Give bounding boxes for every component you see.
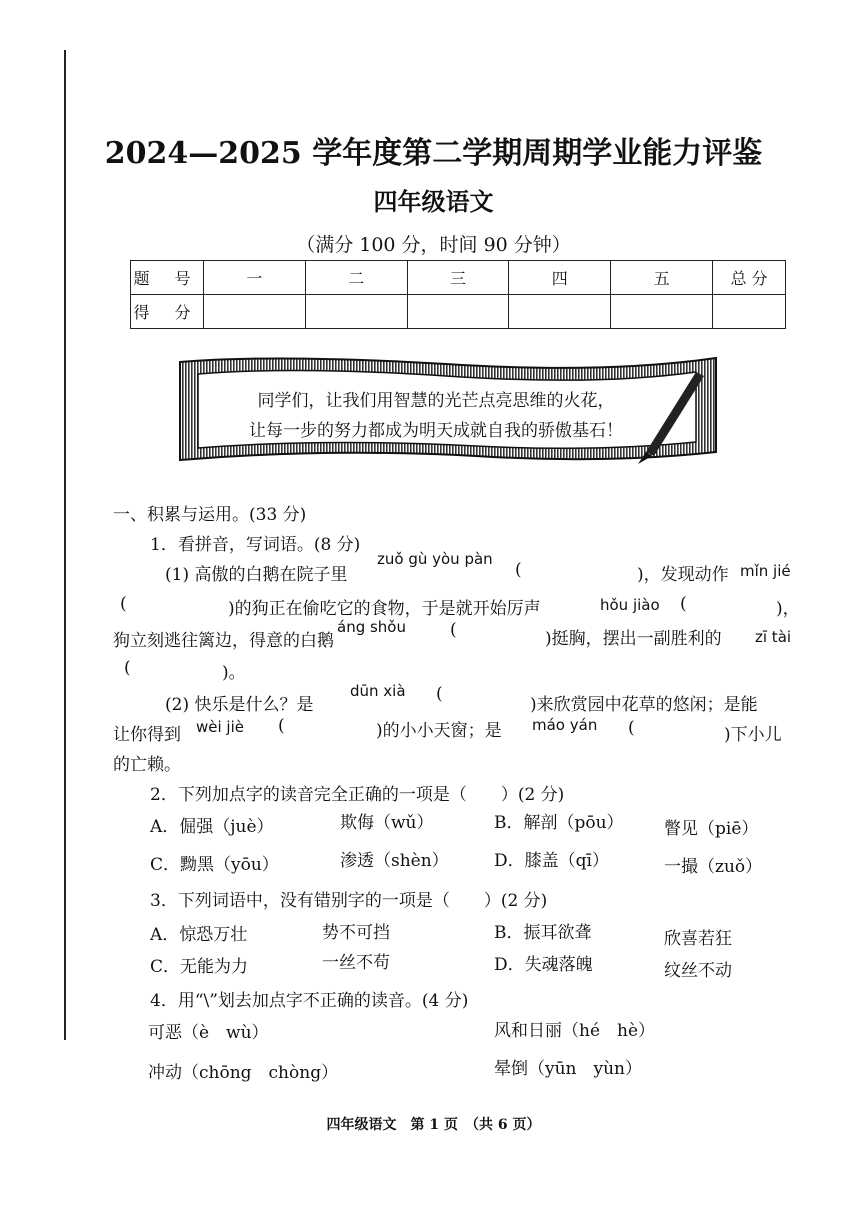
q1-text: ( [436, 684, 443, 704]
banner-scroll-graphic [176, 352, 732, 474]
q1-text: 狗立刻逃往篱边，得意的白鹅 [113, 631, 334, 651]
q1-text: )，发现动作 [637, 565, 729, 585]
q3-option-b[interactable]: B．振耳欲聋 [494, 923, 592, 943]
q3-option-c-word: 一丝不苟 [322, 953, 390, 973]
q1-text: )挺胸，摆出一副胜利的 [545, 629, 722, 649]
exam-title: 2024—2025 学年度第二学期周期学业能力评鉴 [104, 136, 763, 171]
q1-text: 让你得到 [113, 725, 181, 745]
pinyin-label: hǒu jiào [600, 596, 660, 614]
score-blank-cell[interactable] [509, 295, 611, 329]
q3-option-a[interactable]: A．惊恐万壮 [150, 925, 248, 945]
exam-subtitle: 四年级语文 [373, 187, 494, 216]
section-heading: 一、积累与运用。(33 分) [113, 505, 307, 525]
exam-note: （满分 100 分，时间 90 分钟） [296, 234, 571, 256]
pinyin-label: mǐn jié [740, 562, 791, 580]
q1-text: ( [680, 594, 687, 614]
q3-option-b-word: 欣喜若狂 [664, 929, 732, 949]
q1-text: )来欣赏园中花草的悠闲；是能 [530, 695, 758, 715]
q1-text: )的狗正在偷吃它的食物，于是就开始厉声 [228, 599, 541, 619]
score-blank-cell[interactable] [611, 295, 713, 329]
score-blank-cell[interactable] [305, 295, 407, 329]
score-table-cell: 五 [611, 261, 713, 295]
score-table-cell: 题 号 [131, 261, 204, 295]
q3-option-d[interactable]: D．失魂落魄 [494, 955, 593, 975]
q1-text: ( [628, 718, 635, 738]
q1-text: )的小小天窗；是 [376, 721, 502, 741]
score-blank-cell[interactable] [407, 295, 509, 329]
score-table-cell: 总 分 [713, 261, 786, 295]
q2-option-c[interactable]: C．黝黑（yōu） [150, 855, 279, 875]
pinyin-label: zī tài [755, 628, 792, 646]
score-table-header-row [131, 261, 786, 295]
q1-text: )。 [222, 663, 246, 683]
q4-item[interactable]: 风和日丽（hé hè） [494, 1021, 656, 1041]
score-blank-cell[interactable] [713, 295, 786, 329]
q1-text: (1) 高傲的白鹅在院子里 [165, 565, 348, 585]
score-table-cell: 二 [305, 261, 407, 295]
q3-title: 3．下列词语中，没有错别字的一项是（ ）(2 分) [150, 891, 548, 911]
q4-item[interactable]: 可恶（è wù） [148, 1023, 269, 1043]
q1-text: ( [120, 594, 127, 614]
q3-option-d-word: 纹丝不动 [664, 961, 732, 981]
q1-text: ( [278, 716, 285, 736]
q2-title: 2．下列加点字的读音完全正确的一项是（ ）(2 分) [150, 785, 565, 805]
banner-line-1: 同学们，让我们用智慧的光芒点亮思维的火花， [257, 391, 615, 411]
score-table-score-row [131, 295, 786, 329]
score-blank-cell[interactable] [204, 295, 306, 329]
q2-option-c-word: 渗透（shèn） [340, 851, 449, 871]
motto-banner [176, 352, 732, 474]
q1-text: ( [450, 620, 457, 640]
q4-item[interactable]: 冲动（chōng chòng） [148, 1063, 339, 1083]
pinyin-label: dūn xià [350, 682, 406, 700]
q1-text: ( [515, 560, 522, 580]
q1-text: 的亡赖。 [113, 755, 181, 775]
score-table-cell: 四 [509, 261, 611, 295]
q1-text: )下小儿 [724, 725, 782, 745]
q2-option-b[interactable]: B．解剖（pōu） [494, 813, 624, 833]
score-table-cell: 一 [204, 261, 306, 295]
pinyin-label: wèi jiè [196, 718, 244, 736]
pinyin-label: áng shǒu [337, 618, 406, 636]
q1-title: 1．看拼音，写词语。(8 分) [150, 535, 361, 555]
q2-option-d-word: 一撮（zuǒ） [664, 857, 763, 877]
q1-text: )， [776, 599, 800, 619]
q4-item[interactable]: 晕倒（yūn yùn） [494, 1059, 643, 1079]
q3-option-c[interactable]: C．无能为力 [150, 957, 249, 977]
q3-option-a-word: 势不可挡 [322, 923, 390, 943]
q2-option-b-word: 瞥见（piē） [664, 819, 759, 839]
q2-option-d[interactable]: D．膝盖（qī） [494, 851, 609, 871]
page-footer: 四年级语文 第 1 页 （共 6 页） [326, 1117, 541, 1133]
q4-title: 4．用“\”划去加点字不正确的读音。(4 分) [150, 991, 469, 1011]
q2-option-a[interactable]: A．倔强（juè） [150, 817, 274, 837]
score-table [130, 260, 786, 329]
q1-text: ( [124, 658, 131, 678]
pinyin-label: máo yán [532, 716, 598, 734]
score-table-cell: 得 分 [131, 295, 204, 329]
q1-text: (2) 快乐是什么？是 [165, 695, 314, 715]
pinyin-label: zuǒ gù yòu pàn [377, 550, 493, 568]
banner-line-2: 让每一步的努力都成为明天成就自我的骄傲基石！ [249, 421, 623, 441]
q2-option-a-word: 欺侮（wǔ） [340, 813, 434, 833]
score-table-cell: 三 [407, 261, 509, 295]
